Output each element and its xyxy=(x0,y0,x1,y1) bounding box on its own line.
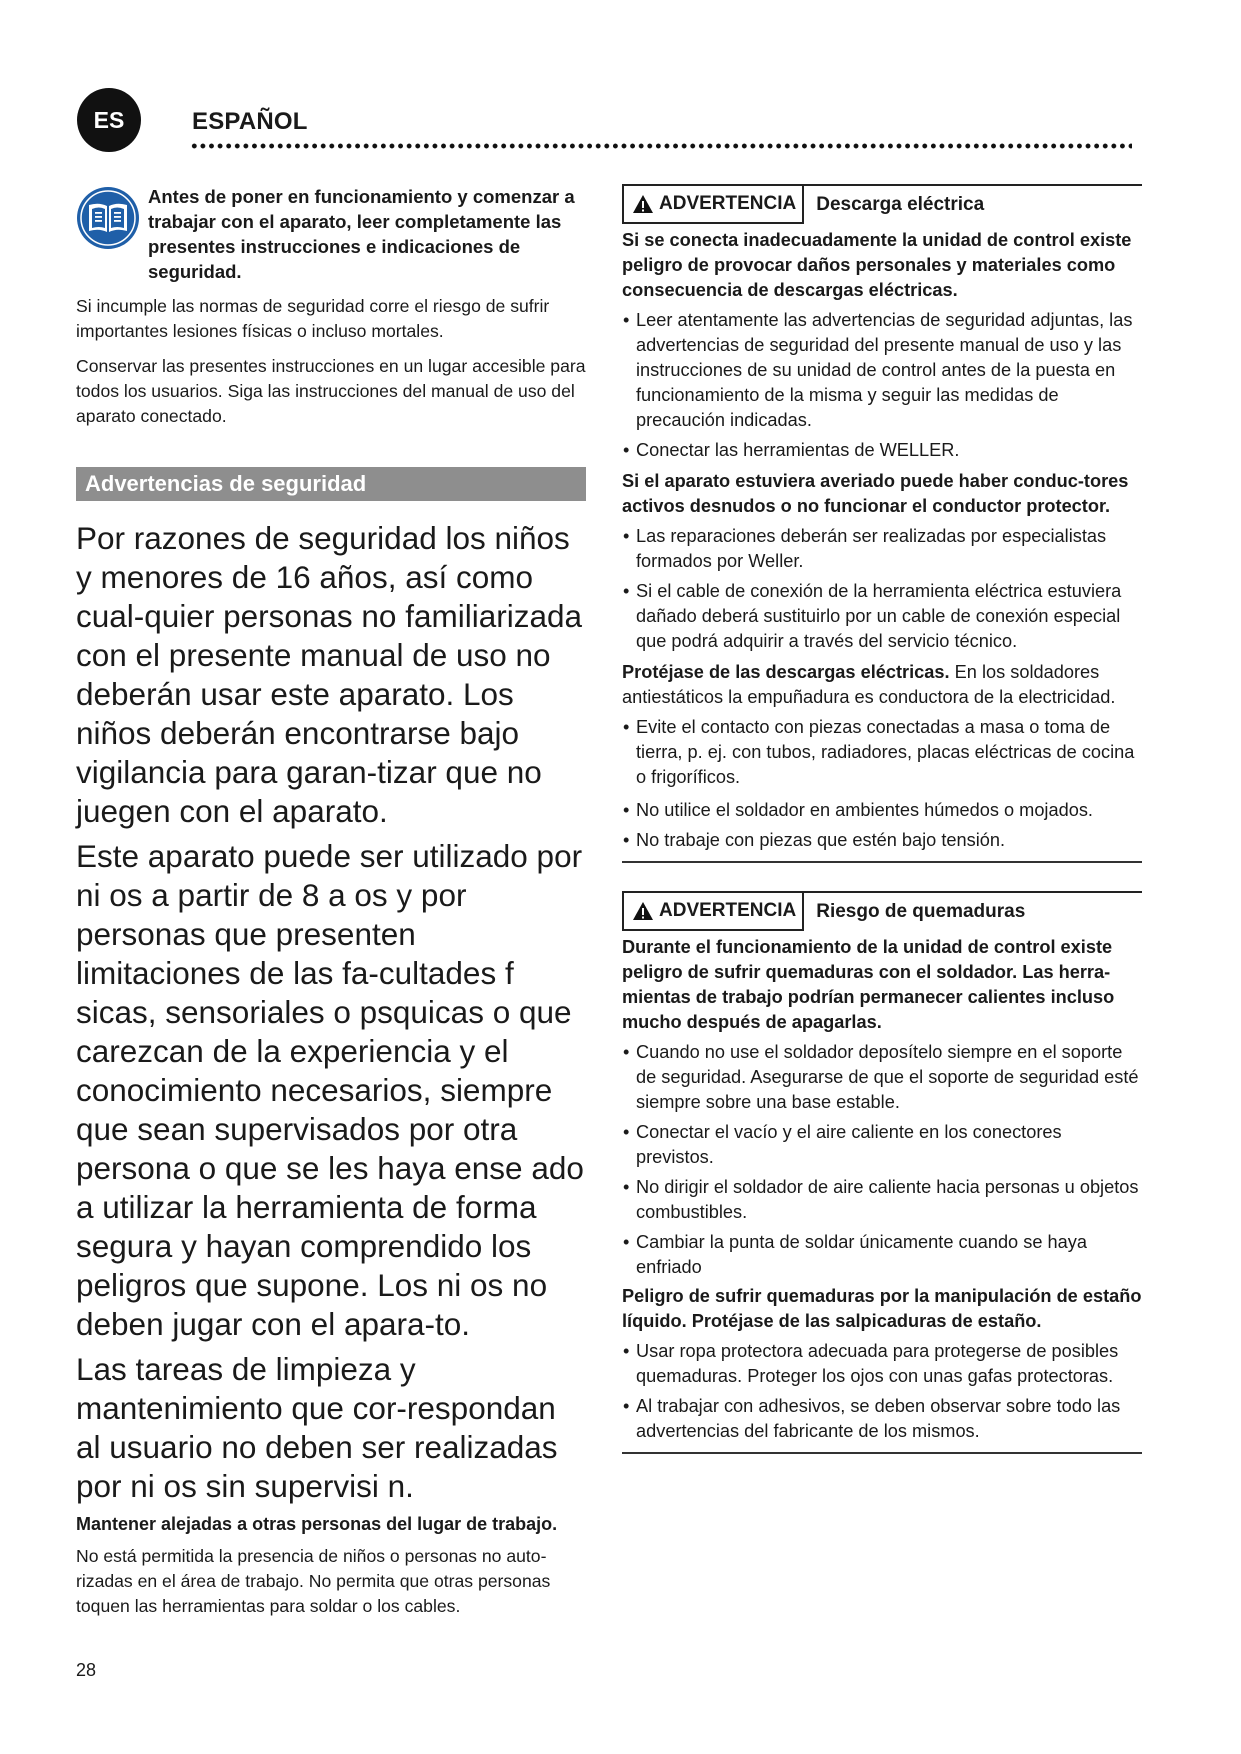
section-end-rule xyxy=(622,861,1142,863)
warning-triangle-icon xyxy=(632,194,654,214)
bullet-list xyxy=(622,1040,1142,1280)
supervised-use-text: Este aparato puede ser utilizado por ni os a partir de 8 a os y por personas que presenten limitaciones de las fa-cultades f sicas, sensoriales o psquicas o que carezcan de la experiencia y el conocimiento necesarios, siempre que sean supervisados por otra persona o que se les haya ense ado a utilizar la herramienta de forma segura y hayan comprendido los peligros que supone. Los ni os no deben jugar con el apara-to. xyxy=(76,838,584,1342)
intro-bold-text: Antes de poner en funcionamiento y comenzar a trabajar con el aparato, leer completamente las presentes instrucciones e indicaciones de seguridad. xyxy=(148,186,575,282)
list-item: • Evite el contacto con piezas conectadas a masa o toma de tierra, p. ej. con tubos, radiadores, placas eléctricas de cocina o frigoríficos. xyxy=(622,715,1142,790)
children-warning-text: Por razones de seguridad los niños y menores de 16 años, así como cual-quier personas no familiarizada con el presente manual de uso no deberán usar este aparato. Los niños deberán encontrarse bajo vigilancia para garan-tizar que no juegen con el aparato. xyxy=(76,520,583,829)
manual-book-icon xyxy=(76,186,140,250)
language-badge xyxy=(77,88,141,152)
damaged-device-heading: Si el aparato estuviera averiado puede haber conduc-tores activos desnudos o no funcionar el conductor protector. xyxy=(622,471,1129,516)
list-item: • Usar ropa protectora adecuada para protegerse de posibles quemaduras. Proteger los ojos con unas gafas protectoras. xyxy=(622,1339,1142,1389)
list-item: • Conectar el vacío y el aire caliente en los conectores previstos. xyxy=(622,1120,1142,1170)
protect-shock-bold: Protéjase de las descargas eléctricas. xyxy=(622,662,950,682)
language-title: ESPAÑOL xyxy=(192,108,308,135)
section-title-bar xyxy=(76,467,586,501)
bullet-list xyxy=(622,715,1142,853)
list-item: • Conectar las herramientas de WELLER. xyxy=(622,438,1142,463)
list-item: • No utilice el soldador en ambientes húmedos o mojados. xyxy=(622,798,1142,823)
burn-danger-heading: Durante el funcionamiento de la unidad de control existe peligro de sufrir quemaduras con el soldador. Las herra-mientas de trabajo podrían permanecer calientes incluso mucho después de apagarlas. xyxy=(622,937,1115,1032)
list-item: • Leer atentamente las advertencias de seguridad adjuntas, las advertencias de seguridad del presente manual de uso y las instrucciones de su unidad de control antes de la puesta en funcionamiento de la misma y seguir las medidas de precaución indicadas. xyxy=(622,308,1142,433)
warning-label: ADVERTENCIA xyxy=(659,193,797,214)
keep-instructions-text: Conservar las presentes instrucciones en un lugar accesible para todos los usuarios. Siga las instrucciones del manual de uso del aparato conectado. xyxy=(76,356,586,426)
list-item: • No dirigir el soldador de aire caliente hacia personas u objetos combustibles. xyxy=(622,1175,1142,1225)
intro-block xyxy=(76,184,586,284)
liquid-tin-heading: Peligro de sufrir quemaduras por la manipulación de estaño líquido. Protéjase de las salpicaduras de estaño. xyxy=(622,1286,1142,1331)
dotted-divider xyxy=(190,142,1132,150)
unauthorized-persons-text: No está permitida la presencia de niños o personas no auto-rizadas en el área de trabajo. No permita que otras personas toquen las herramientas para soldar o los cables. xyxy=(76,1546,551,1616)
warning-header xyxy=(622,893,1142,931)
warning-electric-shock xyxy=(622,184,1142,863)
warning-label-box xyxy=(622,893,804,931)
right-column xyxy=(622,184,1142,1454)
list-item: • Cambiar la punta de soldar únicamente cuando se haya enfriado xyxy=(622,1230,1142,1280)
bullet-list xyxy=(622,524,1142,654)
page-number: 28 xyxy=(76,1660,97,1680)
list-item: • Si el cable de conexión de la herramienta eléctrica estuviera dañado deberá sustituirlo por un cable de conexión especial que podrá adquirir a través del servicio técnico. xyxy=(622,579,1142,654)
warning-title: Riesgo de quemaduras xyxy=(816,901,1026,922)
keep-others-away-heading: Mantener alejadas a otras personas del lugar de trabajo. xyxy=(76,1514,558,1534)
section-title: Advertencias de seguridad xyxy=(85,471,367,496)
list-item: • Al trabajar con adhesivos, se deben observar sobre todo las advertencias del fabricante de los mismos. xyxy=(622,1394,1142,1444)
bullet-list xyxy=(622,1339,1142,1444)
list-item: • Cuando no use el soldador deposítelo siempre en el soporte de seguridad. Asegurarse de que el soporte de seguridad esté siempre sobre una base estable. xyxy=(622,1040,1142,1115)
warning-label-box xyxy=(622,186,804,224)
cleaning-maintenance-text: Las tareas de limpieza y mantenimiento que cor-respondan al usuario no deben ser realizadas por ni os sin supervisi n. xyxy=(76,1351,558,1504)
language-badge-text: ES xyxy=(93,106,125,133)
section-end-rule xyxy=(622,1452,1142,1454)
warning-burn-risk xyxy=(622,891,1142,1454)
bullet-list xyxy=(622,308,1142,463)
list-item: • Las reparaciones deberán ser realizadas por especialistas formados por Weller. xyxy=(622,524,1142,574)
warning-label: ADVERTENCIA xyxy=(659,900,797,921)
list-item: • No trabaje con piezas que estén bajo tensión. xyxy=(622,828,1142,853)
injury-risk-text: Si incumple las normas de seguridad corre el riesgo de sufrir importantes lesiones físicas o incluso mortales. xyxy=(76,296,550,341)
protect-shock-rest: En los soldadores antiestáticos la empuñadura es conductora de la electricidad. xyxy=(622,662,1116,707)
left-column xyxy=(76,184,586,1619)
warning-title: Descarga eléctrica xyxy=(816,194,985,215)
protect-shock-paragraph xyxy=(622,660,1142,710)
warning-triangle-icon xyxy=(632,901,654,921)
improper-connection-heading: Si se conecta inadecuadamente la unidad de control existe peligro de provocar daños personales y materiales como consecuencia de descargas eléctricas. xyxy=(622,230,1132,300)
warning-header xyxy=(622,186,1142,224)
